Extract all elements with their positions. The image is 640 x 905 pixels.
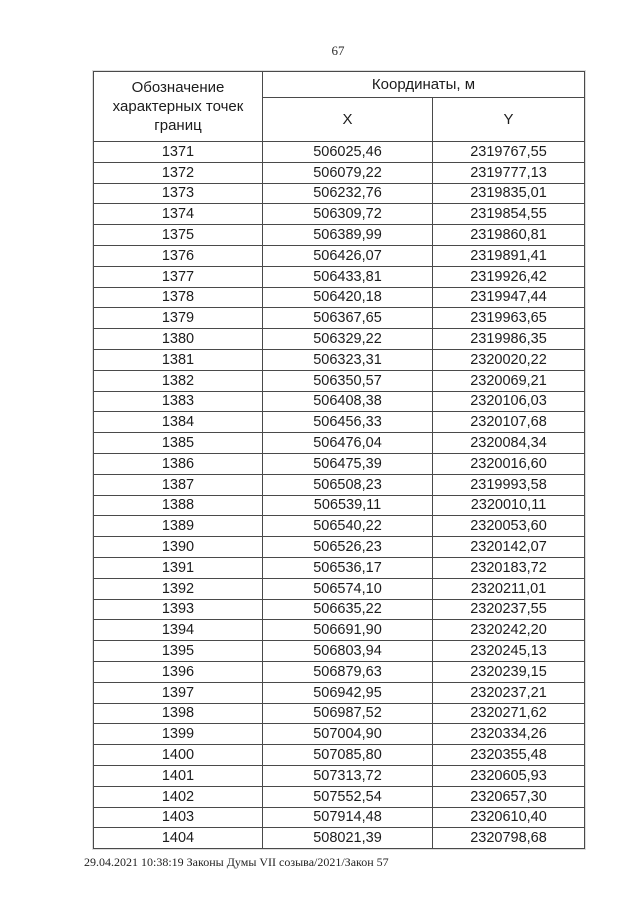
x-cell: 506232,76	[263, 183, 433, 204]
table-row	[94, 162, 585, 183]
x-cell: 506574,10	[263, 578, 433, 599]
x-cell: 506323,31	[263, 349, 433, 370]
point-cell: 1393	[94, 599, 263, 620]
table-row	[94, 370, 585, 391]
table-row	[94, 641, 585, 662]
table-row	[94, 765, 585, 786]
point-cell: 1397	[94, 682, 263, 703]
point-cell: 1378	[94, 287, 263, 308]
table-body	[94, 142, 585, 849]
point-cell: 1377	[94, 266, 263, 287]
x-cell: 506420,18	[263, 287, 433, 308]
y-cell: 2319767,55	[433, 142, 585, 163]
point-cell: 1396	[94, 661, 263, 682]
table-row	[94, 516, 585, 537]
table-row	[94, 537, 585, 558]
y-cell: 2319860,81	[433, 225, 585, 246]
y-cell: 2319835,01	[433, 183, 585, 204]
table-row	[94, 828, 585, 849]
point-cell: 1391	[94, 557, 263, 578]
y-cell: 2319891,41	[433, 245, 585, 266]
x-cell: 506426,07	[263, 245, 433, 266]
table-row	[94, 599, 585, 620]
x-cell: 506536,17	[263, 557, 433, 578]
point-cell: 1389	[94, 516, 263, 537]
y-cell: 2320334,26	[433, 724, 585, 745]
y-cell: 2320016,60	[433, 453, 585, 474]
table-row	[94, 745, 585, 766]
coordinates-table	[93, 71, 585, 849]
table-row	[94, 349, 585, 370]
table-row	[94, 474, 585, 495]
y-cell: 2320020,22	[433, 349, 585, 370]
y-cell: 2320239,15	[433, 661, 585, 682]
table-row	[94, 495, 585, 516]
header-point-designation: Обозначение характерных точек границ	[94, 72, 263, 142]
x-cell: 506508,23	[263, 474, 433, 495]
x-cell: 506309,72	[263, 204, 433, 225]
x-cell: 506635,22	[263, 599, 433, 620]
table-row	[94, 557, 585, 578]
point-cell: 1382	[94, 370, 263, 391]
y-cell: 2319947,44	[433, 287, 585, 308]
point-cell: 1384	[94, 412, 263, 433]
table-row	[94, 204, 585, 225]
x-cell: 506350,57	[263, 370, 433, 391]
table-row	[94, 807, 585, 828]
x-cell: 506987,52	[263, 703, 433, 724]
y-cell: 2320657,30	[433, 786, 585, 807]
x-cell: 506456,33	[263, 412, 433, 433]
footer-text: 29.04.2021 10:38:19 Законы Думы VII созыва/2021/Закон 57	[84, 855, 389, 869]
y-cell: 2320237,55	[433, 599, 585, 620]
table-row	[94, 142, 585, 163]
y-cell: 2320069,21	[433, 370, 585, 391]
y-cell: 2319963,65	[433, 308, 585, 329]
x-cell: 506408,38	[263, 391, 433, 412]
table-row	[94, 703, 585, 724]
x-cell: 507085,80	[263, 745, 433, 766]
y-cell: 2320106,03	[433, 391, 585, 412]
table-row	[94, 620, 585, 641]
table-row	[94, 682, 585, 703]
x-cell: 506367,65	[263, 308, 433, 329]
y-cell: 2319993,58	[433, 474, 585, 495]
table-row	[94, 308, 585, 329]
table-row	[94, 245, 585, 266]
x-cell: 506079,22	[263, 162, 433, 183]
point-cell: 1404	[94, 828, 263, 849]
point-cell: 1380	[94, 329, 263, 350]
y-cell: 2320798,68	[433, 828, 585, 849]
y-cell: 2320242,20	[433, 620, 585, 641]
y-cell: 2320610,40	[433, 807, 585, 828]
x-cell: 507914,48	[263, 807, 433, 828]
table-row	[94, 724, 585, 745]
y-cell: 2319986,35	[433, 329, 585, 350]
x-cell: 506803,94	[263, 641, 433, 662]
point-cell: 1387	[94, 474, 263, 495]
table-header	[94, 72, 585, 142]
point-cell: 1399	[94, 724, 263, 745]
table-row	[94, 786, 585, 807]
header-y: Y	[433, 98, 585, 142]
table-row	[94, 453, 585, 474]
point-cell: 1403	[94, 807, 263, 828]
x-cell: 506879,63	[263, 661, 433, 682]
table-row	[94, 225, 585, 246]
x-cell: 506526,23	[263, 537, 433, 558]
x-cell: 507313,72	[263, 765, 433, 786]
x-cell: 506539,11	[263, 495, 433, 516]
point-cell: 1383	[94, 391, 263, 412]
x-cell: 506025,46	[263, 142, 433, 163]
x-cell: 508021,39	[263, 828, 433, 849]
point-cell: 1375	[94, 225, 263, 246]
y-cell: 2320053,60	[433, 516, 585, 537]
header-coordinates: Координаты, м	[263, 72, 585, 98]
point-cell: 1379	[94, 308, 263, 329]
point-cell: 1401	[94, 765, 263, 786]
page-number: 67	[331, 43, 345, 58]
point-cell: 1395	[94, 641, 263, 662]
y-cell: 2320245,13	[433, 641, 585, 662]
x-cell: 506389,99	[263, 225, 433, 246]
x-cell: 506476,04	[263, 433, 433, 454]
x-cell: 506540,22	[263, 516, 433, 537]
point-cell: 1388	[94, 495, 263, 516]
point-cell: 1402	[94, 786, 263, 807]
header-x: X	[263, 98, 433, 142]
point-cell: 1372	[94, 162, 263, 183]
point-cell: 1374	[94, 204, 263, 225]
point-cell: 1376	[94, 245, 263, 266]
point-cell: 1400	[94, 745, 263, 766]
y-cell: 2320211,01	[433, 578, 585, 599]
table-row	[94, 391, 585, 412]
table-row	[94, 287, 585, 308]
point-cell: 1373	[94, 183, 263, 204]
x-cell: 506329,22	[263, 329, 433, 350]
y-cell: 2320142,07	[433, 537, 585, 558]
point-cell: 1385	[94, 433, 263, 454]
table-row	[94, 329, 585, 350]
y-cell: 2320084,34	[433, 433, 585, 454]
x-cell: 507552,54	[263, 786, 433, 807]
x-cell: 506433,81	[263, 266, 433, 287]
y-cell: 2320605,93	[433, 765, 585, 786]
table-row	[94, 412, 585, 433]
point-cell: 1381	[94, 349, 263, 370]
table-row	[94, 578, 585, 599]
point-cell: 1394	[94, 620, 263, 641]
y-cell: 2320183,72	[433, 557, 585, 578]
point-cell: 1398	[94, 703, 263, 724]
y-cell: 2320237,21	[433, 682, 585, 703]
y-cell: 2319854,55	[433, 204, 585, 225]
x-cell: 506942,95	[263, 682, 433, 703]
y-cell: 2319777,13	[433, 162, 585, 183]
x-cell: 506475,39	[263, 453, 433, 474]
point-cell: 1390	[94, 537, 263, 558]
y-cell: 2319926,42	[433, 266, 585, 287]
table-row	[94, 266, 585, 287]
table-row	[94, 433, 585, 454]
table-row	[94, 183, 585, 204]
point-cell: 1371	[94, 142, 263, 163]
y-cell: 2320010,11	[433, 495, 585, 516]
y-cell: 2320271,62	[433, 703, 585, 724]
point-cell: 1386	[94, 453, 263, 474]
table-row	[94, 661, 585, 682]
x-cell: 507004,90	[263, 724, 433, 745]
point-cell: 1392	[94, 578, 263, 599]
x-cell: 506691,90	[263, 620, 433, 641]
y-cell: 2320355,48	[433, 745, 585, 766]
y-cell: 2320107,68	[433, 412, 585, 433]
